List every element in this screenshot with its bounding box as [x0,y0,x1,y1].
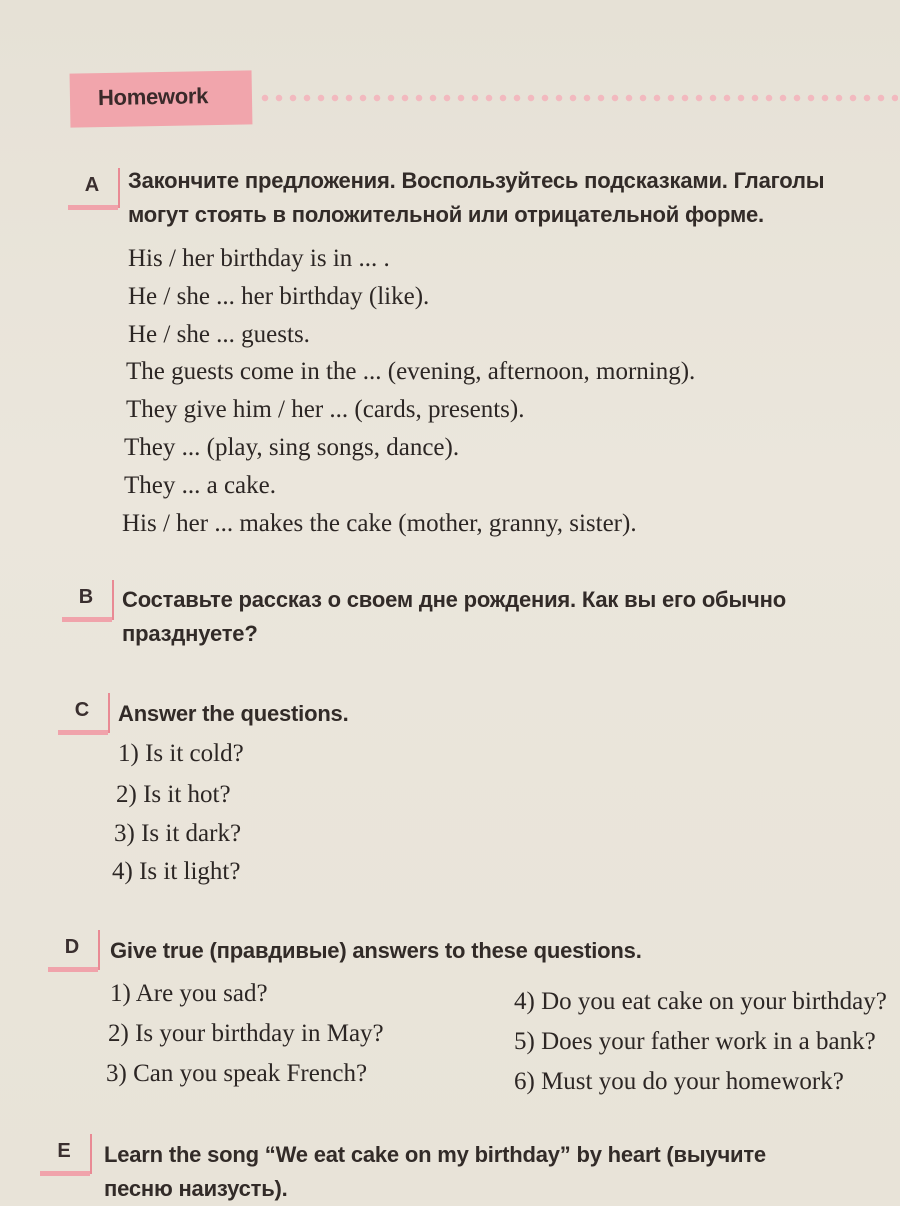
badge-underline [40,1171,90,1176]
exercise-item: 3) Can you speak French? [106,1060,368,1087]
badge-underline [68,205,118,210]
section-b-badge [62,584,116,618]
dotted-divider [258,92,898,104]
section-letter: B [78,586,94,608]
section-c-badge [58,697,112,731]
exercise-item: He / she ... guests. [128,321,310,348]
exercise-item: 2) Is your birthday in May? [108,1020,384,1047]
instruction-line: Составьте рассказ о своем дне рождения. Как вы его обычно [122,587,786,612]
section-b-instruction [122,583,786,651]
exercise-item: They ... a cake. [124,472,277,499]
badge-underline [48,967,98,972]
section-d-instruction [110,934,642,968]
instruction-line: Learn the song “We eat cake on my birthday” by heart (выучите [104,1142,766,1167]
section-d-badge [48,934,102,968]
section-letter: A [84,174,100,196]
section-a-badge [68,172,122,206]
exercise-item: 5) Does your father work in a bank? [514,1028,876,1055]
section-a-instruction [128,164,824,232]
homework-title: Homework [97,83,209,111]
exercise-item: 6) Must you do your homework? [514,1068,844,1095]
badge-divider [98,930,100,970]
badge-underline [62,617,112,622]
instruction-line: Give true (правдивые) answers to these questions. [110,938,642,963]
instruction-line: празднуете? [122,621,258,646]
exercise-item: 4) Is it light? [112,858,241,885]
section-letter: E [57,1140,71,1162]
section-e-badge [40,1138,94,1172]
badge-divider [90,1134,92,1174]
exercise-item: He / she ... her birthday (like). [128,283,430,310]
section-e-instruction [104,1138,766,1206]
section-letter: C [74,699,90,721]
section-letter: D [64,936,80,958]
badge-underline [58,730,108,735]
exercise-item: 3) Is it dark? [114,820,242,847]
exercise-item: 1) Is it cold? [118,740,244,767]
exercise-item: 1) Are you sad? [110,980,268,1007]
exercise-item: His / her ... makes the cake (mother, granny, sister). [122,510,637,537]
exercise-item: His / her birthday is in ... . [128,245,390,272]
exercise-item: 4) Do you eat cake on your birthday? [514,988,887,1015]
instruction-line: могут стоять в положительной или отрицательной форме. [128,202,764,227]
instruction-line: Закончите предложения. Воспользуйтесь подсказками. Глаголы [128,168,825,193]
badge-divider [118,168,120,208]
exercise-item: The guests come in the ... (evening, afternoon, morning). [126,358,696,385]
badge-divider [112,580,114,620]
instruction-line: песню наизусть). [104,1176,288,1201]
exercise-item: They give him / her ... (cards, presents). [126,396,525,423]
section-c-instruction [118,697,349,731]
exercise-item: 2) Is it hot? [116,781,231,808]
badge-divider [108,693,110,733]
homework-header-tab [70,70,253,127]
exercise-item: They ... (play, sing songs, dance). [124,434,460,461]
instruction-line: Answer the questions. [118,701,349,726]
